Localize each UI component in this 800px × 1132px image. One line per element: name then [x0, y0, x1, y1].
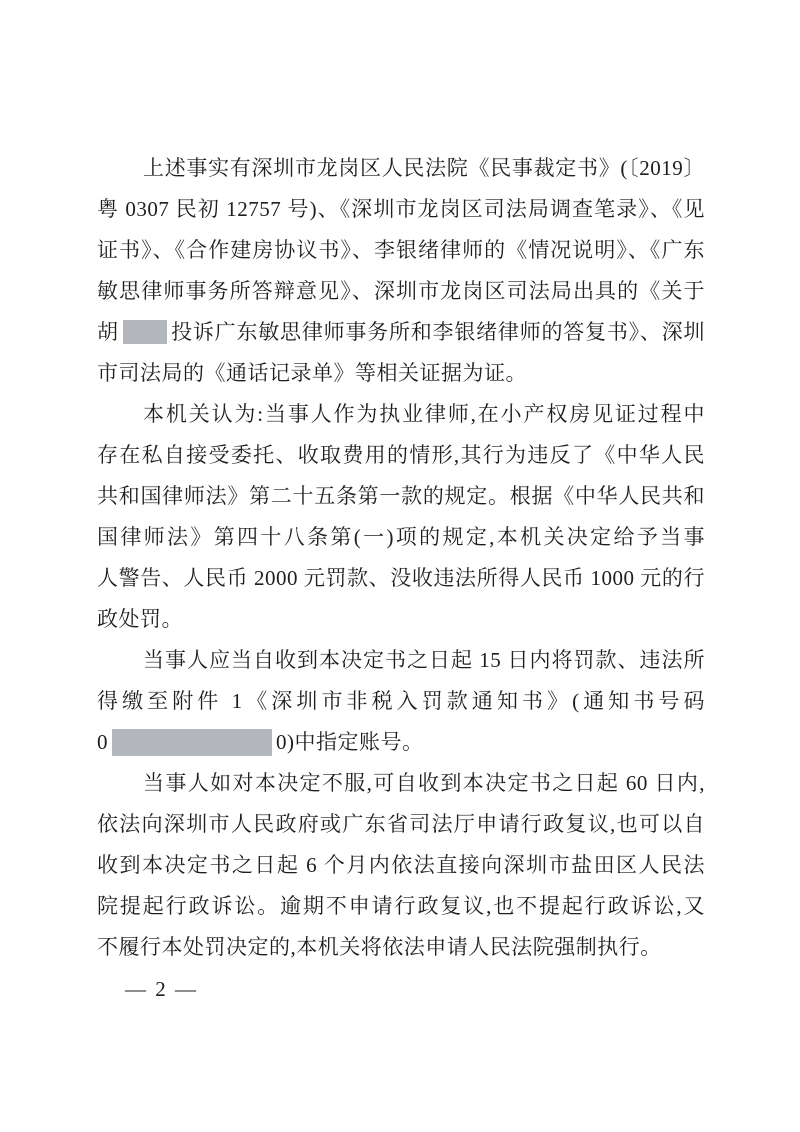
paragraph — [97, 763, 705, 968]
text-segment: 粤 0307 民初 12757 号)、《深圳市龙岗区司法局调查笔录》、《见 — [97, 197, 705, 221]
document-body — [97, 148, 705, 968]
text-line — [97, 517, 705, 558]
page-number: — 2 — — [125, 977, 198, 1001]
text-segment: 人警告、人民币 2000 元罚款、没收违法所得人民币 1000 元的行 — [97, 566, 705, 590]
text-line — [97, 763, 705, 804]
text-line — [97, 353, 705, 394]
text-line — [97, 681, 705, 722]
text-line — [97, 845, 705, 886]
redaction-box — [112, 729, 272, 756]
text-line — [97, 927, 705, 968]
text-segment: 依法向深圳市人民政府或广东省司法厅申请行政复议,也可以自 — [97, 812, 705, 836]
text-line — [97, 271, 705, 312]
paragraph — [97, 394, 705, 640]
text-segment: 上述事实有深圳市龙岗区人民法院《民事裁定书》(〔2019〕 — [143, 156, 705, 180]
text-segment: 市司法局的《通话记录单》等相关证据为证。 — [97, 361, 527, 385]
text-segment: 本机关认为:当事人作为执业律师,在小产权房见证过程中 — [143, 402, 705, 426]
text-line — [97, 312, 705, 353]
text-segment: 国律师法》第四十八条第(一)项的规定,本机关决定给予当事 — [97, 525, 705, 549]
text-segment: 当事人如对本决定不服,可自收到本决定书之日起 60 日内, — [143, 771, 705, 795]
text-segment: 院提起行政诉讼。逾期不申请行政复议,也不提起行政诉讼,又 — [97, 894, 705, 918]
text-line — [97, 558, 705, 599]
text-segment: 胡 — [97, 320, 119, 344]
text-segment: 投诉广东敏思律师事务所和李银绪律师的答复书》、深圳 — [170, 320, 705, 344]
text-line — [97, 476, 705, 517]
text-segment: 共和国律师法》第二十五条第一款的规定。根据《中华人民共和 — [97, 484, 705, 508]
text-line — [97, 435, 705, 476]
text-segment: 政处罚。 — [97, 607, 183, 631]
paragraph — [97, 640, 705, 763]
text-line — [97, 804, 705, 845]
text-line — [97, 722, 705, 763]
text-line — [97, 394, 705, 435]
text-line — [97, 230, 705, 271]
text-line — [97, 599, 705, 640]
text-segment: 0 — [97, 730, 108, 754]
text-segment: 证书》、《合作建房协议书》、李银绪律师的《情况说明》、《广东 — [97, 238, 705, 262]
paragraph — [97, 148, 705, 394]
text-segment: 存在私自接受委托、收取费用的情形,其行为违反了《中华人民 — [97, 443, 705, 467]
text-segment: 收到本决定书之日起 6 个月内依法直接向深圳市盐田区人民法 — [97, 853, 705, 877]
text-line — [97, 640, 705, 681]
text-segment: 敏思律师事务所答辩意见》、深圳市龙岗区司法局出具的《关于 — [97, 279, 705, 303]
text-line — [97, 148, 705, 189]
text-line — [97, 189, 705, 230]
text-segment: 得缴至附件 1《深圳市非税入罚款通知书》(通知书号码 — [97, 689, 705, 713]
redaction-box — [123, 320, 167, 344]
text-segment: 当事人应当自收到本决定书之日起 15 日内将罚款、违法所 — [143, 648, 705, 672]
text-segment: 0)中指定账号。 — [276, 730, 424, 754]
text-line — [97, 886, 705, 927]
text-segment: 不履行本处罚决定的,本机关将依法申请人民法院强制执行。 — [97, 935, 662, 959]
